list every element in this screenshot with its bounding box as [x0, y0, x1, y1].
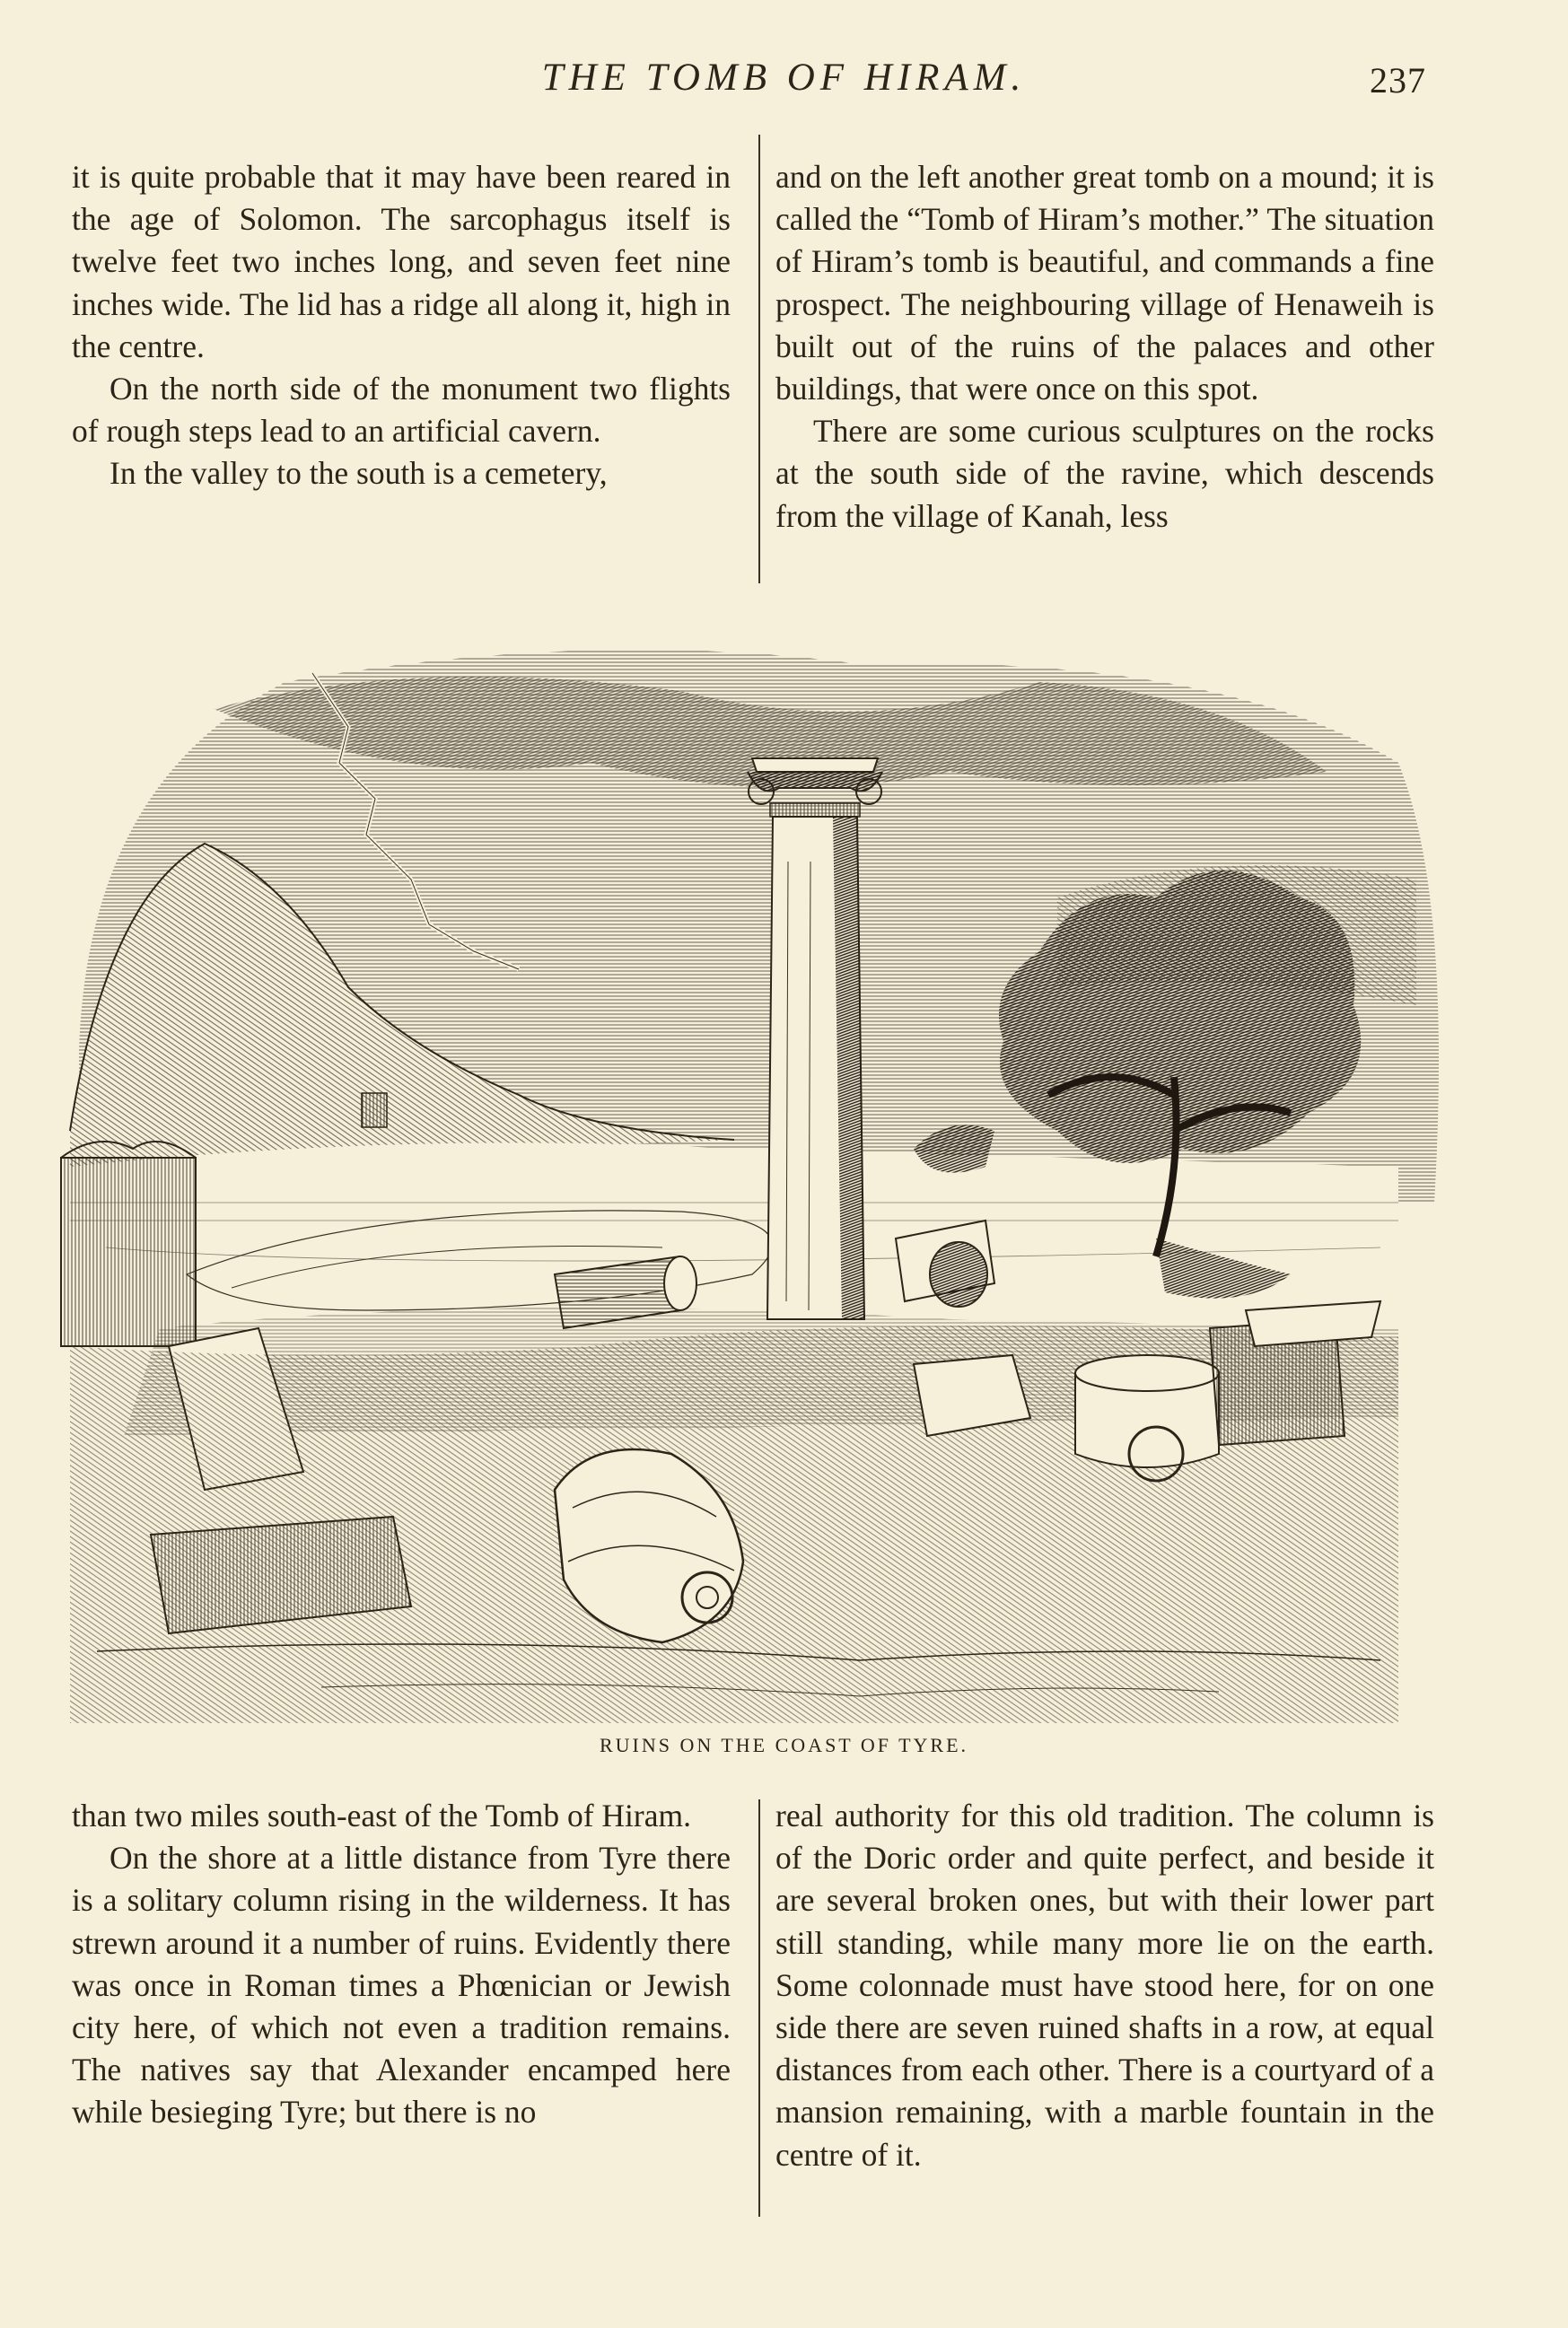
broken-column-left [61, 1142, 196, 1346]
paragraph: There are some curious sculptures on the rocks at the south side of the ravine, which descends from the village of Kanah, less [775, 413, 1434, 534]
paragraph: than two miles south-east of the Tomb of Hiram. [72, 1798, 691, 1834]
running-title: THE TOMB OF HIRAM. [541, 57, 1027, 99]
text-column-bottom-left [72, 1795, 731, 2134]
paragraph: On the shore at a little distance from Tyre there is a solitary column rising in the wilderness. It has strewn around it a number of ruins. Evidently there was once in Roman times a Phœnician or Jewish city here, of which not even a tradition remains. The natives say that Alexander encamped here while besieging Tyre; but there is no [72, 1840, 731, 2131]
column-rule-bottom [758, 1799, 760, 2217]
paragraph: and on the left another great tomb on a mound; it is called the “Tomb of Hiram’s mother.” The situation of Hiram’s tomb is beautiful, and commands a fine prospect. The neighbouring village of Henaweih is built out of the ruins of the palaces and other buildings, that were once on this spot. [775, 159, 1434, 407]
paragraph: it is quite probable that it may have been reared in the age of Solomon. The sarcophagus itself is twelve feet two inches long, and seven feet nine inches wide. The lid has a ridge all along it, high in the centre. [72, 159, 731, 364]
text-column-bottom-right [775, 1795, 1434, 2176]
page-number: 237 [1370, 60, 1426, 101]
paragraph: In the valley to the south is a cemetery, [109, 455, 608, 492]
paragraph: On the north side of the monument two flights of rough steps lead to an artificial cavern. [72, 371, 731, 450]
running-head [0, 56, 1568, 109]
text-column-top-left [72, 156, 731, 495]
engraving-ruins-illustration [52, 628, 1443, 1723]
paragraph: real authority for this old tradition. The column is of the Doric order and quite perfect, and beside it are several broken ones, but with their lower part still standing, while many more lie on the earth. Some colonnade must have stood here, for on one side there are seven ruined shafts in a row, at equal distances from each other. There is a courtyard of a mansion remaining, with a marble fountain in the centre of it. [775, 1798, 1434, 2173]
column-rule-top [758, 135, 760, 583]
text-column-top-right [775, 156, 1434, 538]
figure-caption: RUINS ON THE COAST OF TYRE. [599, 1734, 969, 1756]
